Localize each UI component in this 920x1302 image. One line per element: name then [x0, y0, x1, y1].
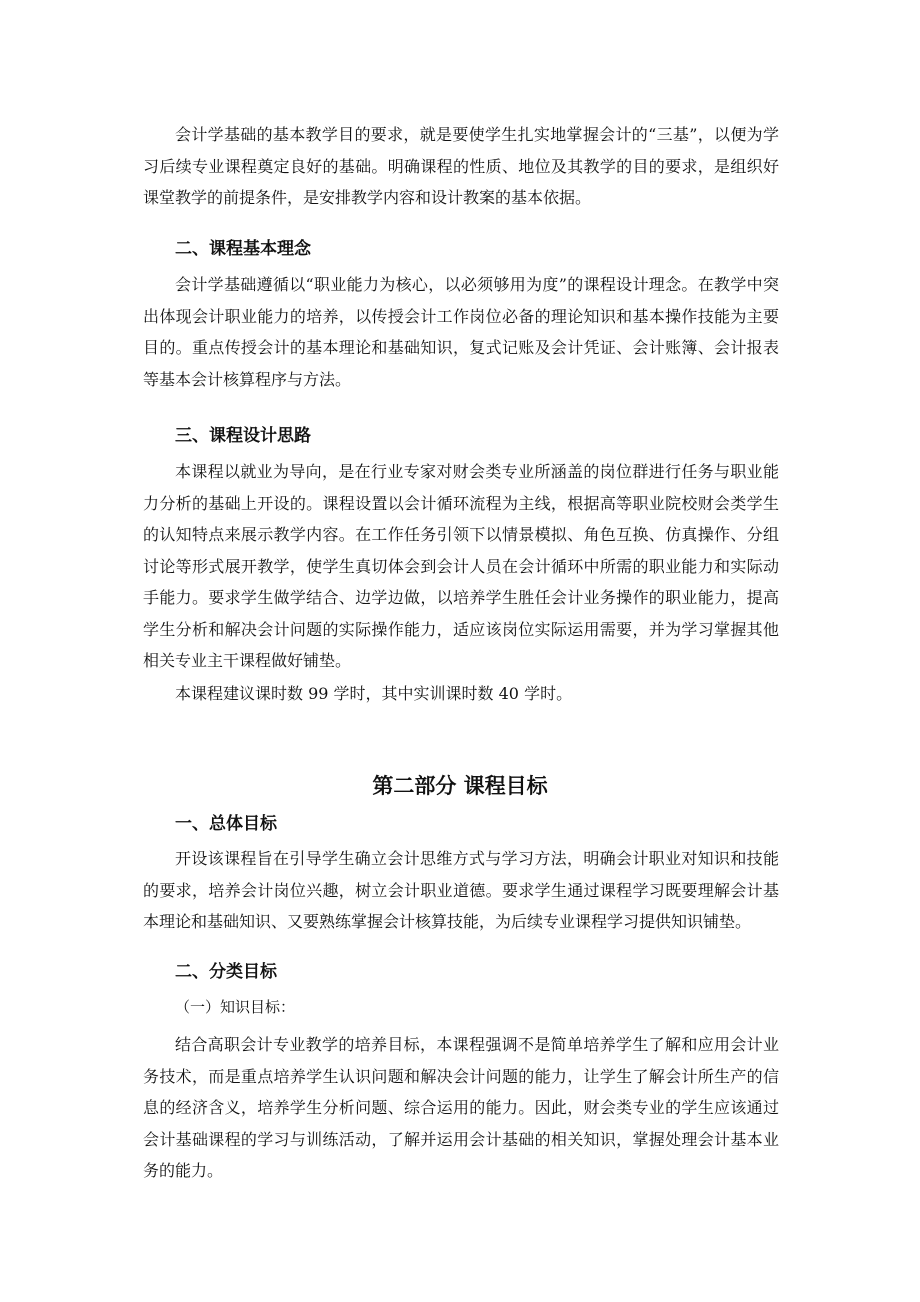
design-approach-paragraph: 本课程以就业为导向，是在行业专家对财会类专业所涵盖的岗位群进行任务与职业能力分析的基础上开设的。课程设置以会计循环流程为主线，根据高等职业院校财会类学生的认知特点来展示教学内容。在工作任务引领下以情景模拟、角色互换、仿真操作、分组讨论等形式展开教学，使学生真切体会到会计人员在会计循环中所需的职业能力和实际动手能力。要求学生做学结合、边学边做，以培养学生胜任会计业务操作的职业能力，提高学生分析和解决会计问题的实际操作能力，适应该岗位实际运用需要，并为学习掌握其他相关专业主干课程做好铺垫。: [143, 462, 779, 670]
course-philosophy-section: [143, 269, 779, 395]
section-heading-overall-objective: 一、总体目标: [175, 814, 277, 834]
knowledge-objective-section: [143, 1029, 779, 1187]
course-hours-paragraph: 本课程建议课时数 99 学时，其中实训课时数 40 学时。: [175, 683, 573, 703]
part-title-course-objectives: 第二部分 课程目标: [372, 774, 548, 798]
overall-objective-section: [143, 843, 779, 938]
knowledge-objective-paragraph: 结合高职会计专业教学的培养目标，本课程强调不是简单培养学生了解和应用会计业务技术，而是重点培养学生认识问题和解决会计问题的能力，让学生了解会计所生产的信息的经济含义，培养学生分析问题、综合运用的能力。因此，财会类专业的学生应该通过会计基础课程的学习与训练活动，了解并运用会计基础的相关知识，掌握处理会计基本业务的能力。: [143, 1035, 779, 1180]
intro-section: [143, 119, 779, 214]
course-philosophy-paragraph: 会计学基础遵循以“职业能力为核心，以必须够用为度”的课程设计理念。在教学中突出体现会计职业能力的培养，以传授会计工作岗位必备的理论知识和基本操作技能为主要目的。重点传授会计的基本理论和基础知识，复式记账及会计凭证、会计账簿、会计报表等基本会计核算程序与方法。: [143, 275, 779, 389]
section-heading-course-philosophy: 二、课程基本理念: [175, 239, 311, 259]
design-approach-section: [143, 456, 779, 709]
intro-paragraph: 会计学基础的基本教学目的要求，就是要使学生扎实地掌握会计的“三基”，以便为学习后续专业课程奠定良好的基础。明确课程的性质、地位及其教学的目的要求，是组织好课堂教学的前提条件，是安排教学内容和设计教案的基本依据。: [143, 125, 779, 207]
section-heading-design-approach: 三、课程设计思路: [175, 426, 311, 446]
subheading-knowledge-objective: （一）知识目标：: [175, 998, 296, 1016]
overall-objective-paragraph: 开设该课程旨在引导学生确立会计思维方式与学习方法，明确会计职业对知识和技能的要求，培养会计岗位兴趣，树立会计职业道德。要求学生通过课程学习既要理解会计基本理论和基础知识、又要熟练掌握会计核算技能，为后续专业课程学习提供知识铺垫。: [143, 849, 779, 931]
section-heading-category-objectives: 二、分类目标: [175, 962, 277, 982]
